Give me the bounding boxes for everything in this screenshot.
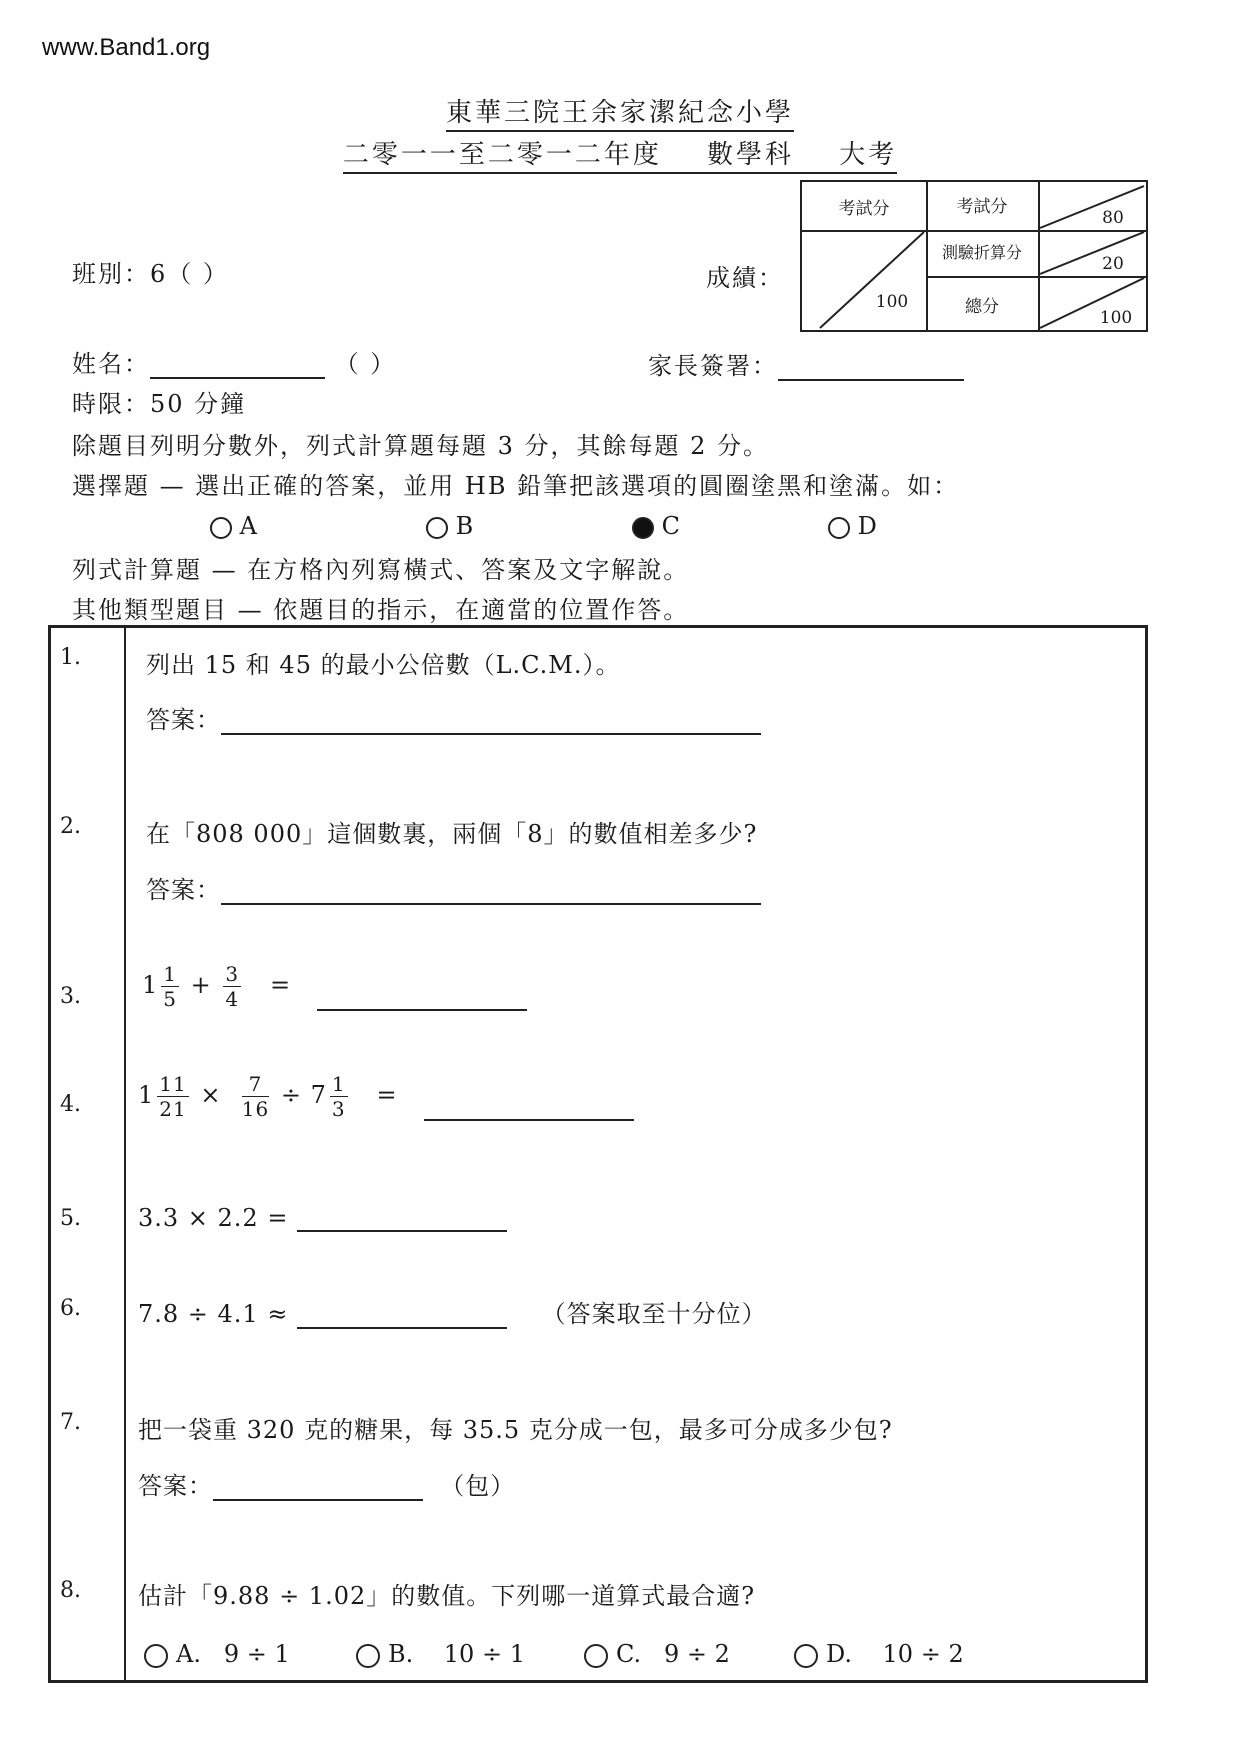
score-table bbox=[800, 180, 1148, 332]
q1-answer-row: 答案： bbox=[146, 700, 761, 735]
time-limit: 時限：50 分鐘 bbox=[72, 390, 247, 418]
name-row bbox=[72, 344, 396, 379]
parent-label: 家長簽署： bbox=[648, 352, 778, 380]
total-score-max: 100 bbox=[1099, 308, 1133, 328]
rule-1: 除題目列明分數外，列式計算題每題 3 分，其餘每題 2 分。 bbox=[72, 432, 770, 460]
q6-answer-field[interactable] bbox=[297, 1301, 507, 1329]
rule-4: 其他類型題目 — 依題目的指示，在適當的位置作答。 bbox=[72, 596, 690, 624]
q4-number: 4. bbox=[60, 1092, 81, 1117]
rule-3: 列式計算題 — 在方格內列寫橫式、答案及文字解說。 bbox=[72, 556, 690, 584]
score-diagonals bbox=[802, 182, 1146, 330]
q2-answer-row: 答案： bbox=[146, 870, 761, 905]
q5-number: 5. bbox=[60, 1206, 81, 1231]
q1-text: 列出 15 和 45 的最小公倍數（L.C.M.）。 bbox=[146, 651, 621, 679]
option-circle-icon[interactable] bbox=[794, 1644, 818, 1668]
q4-fraction-2: $\frac{7}{16}$ bbox=[241, 1072, 270, 1121]
test-score-label: 測驗折算分 bbox=[941, 243, 1022, 262]
filled-circle-icon bbox=[632, 517, 654, 539]
name-paren: （ ） bbox=[334, 350, 397, 378]
option-circle-icon[interactable] bbox=[584, 1644, 608, 1668]
question-box bbox=[48, 625, 1148, 1683]
q6-number: 6. bbox=[60, 1296, 81, 1321]
question-divider bbox=[124, 625, 126, 1683]
parent-row bbox=[648, 346, 964, 381]
q4-fraction-1: $\frac{11}{21}$ bbox=[159, 1072, 187, 1121]
q8-number: 8. bbox=[60, 1578, 81, 1603]
school-year: 二零一一至二零一二年度 bbox=[343, 140, 662, 174]
q7-text: 把一袋重 320 克的糖果，每 35.5 克分成一包，最多可分成多少包? bbox=[138, 1416, 893, 1444]
test-score-max: 20 bbox=[1102, 254, 1124, 274]
parent-signature-field[interactable] bbox=[778, 353, 964, 381]
q1-answer-field[interactable] bbox=[221, 707, 761, 735]
q5-answer-field[interactable] bbox=[297, 1204, 507, 1232]
exam-score-label-2: 考試分 bbox=[956, 197, 1008, 217]
q7-unit: （包） bbox=[440, 1472, 516, 1500]
q3-expression: 1 $\frac{1}{5}$ + $\frac{3}{4}$ = bbox=[142, 962, 527, 1011]
q8-option-a[interactable]: A. 9 ÷ 1 bbox=[144, 1640, 290, 1668]
q4-fraction-3: $\frac{1}{3}$ bbox=[331, 1072, 346, 1121]
q3-number: 3. bbox=[60, 984, 81, 1009]
q8-text: 估計「9.88 ÷ 1.02」的數值。下列哪一道算式最合適? bbox=[138, 1582, 756, 1610]
q6-row: 7.8 ÷ 4.1 ≈ （答案取至十分位） bbox=[138, 1300, 767, 1328]
rule-2: 選擇題 — 選出正確的答案，並用 HB 鉛筆把該選項的圓圈塗黑和塗滿。如： bbox=[72, 472, 960, 500]
name-field[interactable] bbox=[150, 351, 325, 379]
big-score-max: 100 bbox=[875, 292, 909, 312]
q5-row: 3.3 × 2.2 = bbox=[138, 1204, 507, 1232]
q6-note: （答案取至十分位） bbox=[541, 1300, 767, 1328]
option-circle-icon[interactable] bbox=[144, 1644, 168, 1668]
sample-option-a: A bbox=[210, 512, 257, 540]
exam-type: 大考 bbox=[839, 140, 897, 174]
name-label: 姓名： bbox=[72, 350, 150, 378]
q8-option-c[interactable]: C. 9 ÷ 2 bbox=[584, 1640, 730, 1668]
option-circle-icon[interactable] bbox=[356, 1644, 380, 1668]
site-url: www.Band1.org bbox=[42, 34, 211, 61]
empty-circle-icon bbox=[828, 517, 850, 539]
sample-option-b: B bbox=[426, 512, 473, 540]
q3-fraction-2: $\frac{3}{4}$ bbox=[225, 962, 240, 1011]
q2-text: 在「808 000」這個數裏，兩個「8」的數值相差多少? bbox=[146, 820, 758, 848]
q1-number: 1. bbox=[60, 645, 81, 670]
grade-label: 成績： bbox=[706, 264, 784, 292]
empty-circle-icon bbox=[210, 517, 232, 539]
q3-fraction-1: $\frac{1}{5}$ bbox=[163, 962, 178, 1011]
q4-answer-field[interactable] bbox=[424, 1093, 634, 1121]
q7-answer-field[interactable] bbox=[213, 1473, 423, 1501]
sample-option-d: D bbox=[828, 512, 877, 540]
exam-score-max: 80 bbox=[1102, 208, 1124, 228]
q4-expression: 1 $\frac{11}{21}$ × $\frac{7}{16}$ ÷ 7 $\frac{1}{3}$ = bbox=[138, 1072, 634, 1121]
sample-option-c: C bbox=[632, 512, 680, 540]
q7-number: 7. bbox=[60, 1410, 81, 1435]
exam-title bbox=[0, 134, 1240, 171]
exam-score-label: 考試分 bbox=[838, 199, 890, 219]
q7-answer-row: 答案： （包） bbox=[138, 1472, 516, 1500]
q8-option-b[interactable]: B. 10 ÷ 1 bbox=[356, 1640, 525, 1668]
subject: 數學科 bbox=[707, 140, 794, 174]
q2-answer-field[interactable] bbox=[221, 877, 761, 905]
class-label: 班別：6（ ） bbox=[72, 260, 229, 288]
total-score-label: 總分 bbox=[965, 297, 999, 317]
q3-answer-field[interactable] bbox=[317, 983, 527, 1011]
q2-number: 2. bbox=[60, 814, 81, 839]
q8-option-d[interactable]: D. 10 ÷ 2 bbox=[794, 1640, 964, 1668]
school-name: 東華三院王余家潔紀念小學 bbox=[0, 92, 1240, 129]
empty-circle-icon bbox=[426, 517, 448, 539]
